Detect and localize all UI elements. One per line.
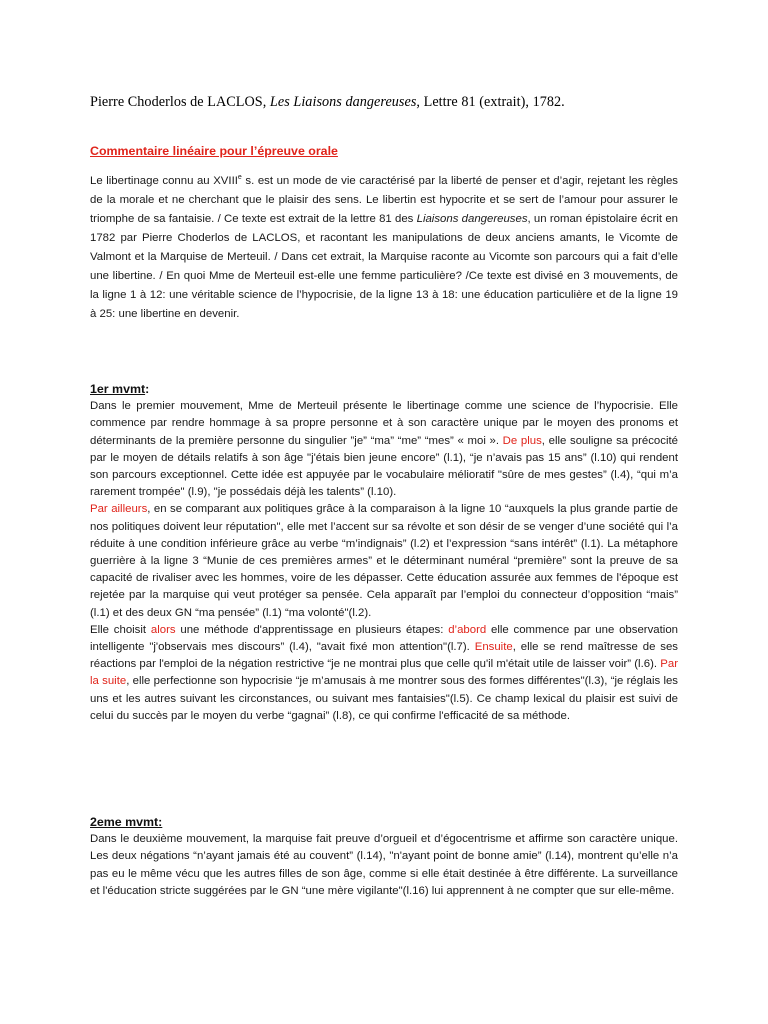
s1p1-text-b: , elle souligne sa précocité par le moyen de détails relatifs à son âge "j'étais bien jeune encore” (l.1), “je n’avais pas 15 ans” (l.10) qui rendent son parcours exceptionnel. Cette idée est appuyée par le vocabulaire mélioratif "sûre de mes gestes” (l.4), “qui m’a rarement trompée" (l.9), "je possédais déjà les talents” (l.10). xyxy=(90,434,678,499)
s1p3-text-d: , elle se rend maîtresse de ses réactions par l'emploi de la négation restrictive “je ne montrai plus que celle qu'il m'était utile de laisser voir” (l.6). xyxy=(90,641,678,671)
s1p1-text-a: Dans le premier mouvement, Mme de Merteuil présente le libertinage comme une science de l’hypocrisie. Elle commence par rendre hommage à sa propre personne et à son caractère unique par le moyen des pronoms et déterminants de la première personne du singulier ”je” “ma” “me” “mes” « moi ». xyxy=(90,400,678,447)
s1p3-connector-ensuite: Ensuite xyxy=(474,641,513,654)
s1p3-connector-alors: alors xyxy=(150,623,176,636)
s1p2-text: , en se comparant aux politiques grâce à la comparaison à la ligne 10 “auxquels la plus grande partie de nos politiques doivent leur réputation", elle met l’accent sur sa révolte et son désir de se venger d’une société qui l’a réduite à une condition inférieure grâce au verbe “m’indignais” (l.2) et l’expression “sans intérêt” (l.1). La métaphore guerrière à la ligne 3 “Munie de ces premières armes” et le déterminant numéral “première” sont la preuve de sa capacité de rivaliser avec les hommes, voire de les dépasser. Cette éducation assurée aux femmes de l'époque est rejetée par la marquise qui veut protéger sa pensée. Cela apparaît par l’emploi du connecteur d’opposition “mais” (l.1) et des deux GN “ma pensée” (l.1) “ma volonté"(l.2). xyxy=(90,503,678,619)
s1p1-connector-de-plus: De plus xyxy=(502,434,542,447)
intro-text-3: , un roman épistolaire écrit en 1782 par Pierre Choderlos de LACLOS, et racontant les manipulations de deux anciens amants, le Vicomte de Valmont et la Marquise de Merteuil. / Dans cet extrait, la Marquise raconte au Vicomte son parcours qui a fait d’elle une libertine. / En quoi Mme de Merteuil est-elle une femme particulière? /Ce texte est divisé en 3 mouvements, de la ligne 1 à 12: une véritable science de l’hypocrisie, de la ligne 13 à 18: une éducation particulière et de la ligne 19 à 25: une libertine en devenir. xyxy=(90,213,678,320)
s1p3-connector-dabord: d’abord xyxy=(448,623,487,636)
s1p3-connector-par-la-suite: Par la suite xyxy=(90,658,678,688)
section-1-paragraph-1 xyxy=(90,398,678,501)
section-1-paragraph-2 xyxy=(90,501,678,621)
section-1 xyxy=(90,381,678,725)
title-work: Les Liaisons dangereuses xyxy=(269,94,417,110)
s1p2-connector-par-ailleurs: Par ailleurs xyxy=(90,503,148,516)
document-title xyxy=(90,94,710,111)
title-author: Pierre Choderlos de LACLOS, xyxy=(90,94,267,110)
section-2-paragraph-1: Dans le deuxième mouvement, la marquise fait preuve d’orgueil et d’égocentrisme et affirme son caractère unique. Les deux négations “n’ayant jamais été au couvent” (l.14), "n'ayant point de bonne amie” (l.14), montrent qu’elle n’a pas eu le même vécu que les autres filles de son âge, comme si elle était destinée à être différente. La surveillance et l'éducation stricte suggérées par le GN “une mère vigilante"(l.16) lui apprennent à ne compter que sur elle-même. xyxy=(90,833,678,897)
section-1-heading-label: 1er mvmt xyxy=(90,382,146,396)
s1p3-text-a: Elle choisit xyxy=(90,623,151,636)
section-1-heading xyxy=(90,381,678,398)
document-subtitle: Commentaire linéaire pour l’épreuve orale xyxy=(90,144,338,158)
s1p3-text-e: , elle perfectionne son hypocrisie “je m’amusais à me montrer sous des formes différentes"(l.3), “je réglais les uns et les autres suivant les circonstances, ou suivant mes fantaisies"(l.5). Ce champ lexical du plaisir est suivi de celui du succès par le moyen du verbe “gagnai” (l.8), ce qui confirme l'efficacité de sa méthode. xyxy=(90,675,679,722)
section-1-paragraph-3 xyxy=(90,622,678,725)
title-rest: , Lettre 81 (extrait), 1782. xyxy=(416,94,565,110)
intro-text-1: Le libertinage connu au XVIII xyxy=(90,175,238,187)
s1p3-text-c: elle commence par une observation intelligente "j'observais mes discours” (l.4), "avait fixé mon attention"(l.7). xyxy=(90,623,678,654)
intro-paragraph xyxy=(90,172,678,324)
section-2 xyxy=(90,814,678,900)
intro-superscript: e xyxy=(237,174,242,182)
section-1-heading-colon: : xyxy=(145,382,150,396)
intro-text-2: s. est un mode de vie caractérisé par la liberté de penser et d’agir, rejetant les règles de la morale et ne cherchant que le plaisir des sens. Le libertin est hypocrite et se sert de l’amour pour assurer le triomphe de sa fantaisie. / Ce texte est extrait de la lettre 81 des xyxy=(90,175,678,225)
s1p3-text-b: une méthode d'apprentissage en plusieurs étapes: xyxy=(175,623,449,636)
intro-work-title: Liaisons dangereuses xyxy=(416,213,528,225)
section-2-heading: 2eme mvmt: xyxy=(90,815,163,829)
